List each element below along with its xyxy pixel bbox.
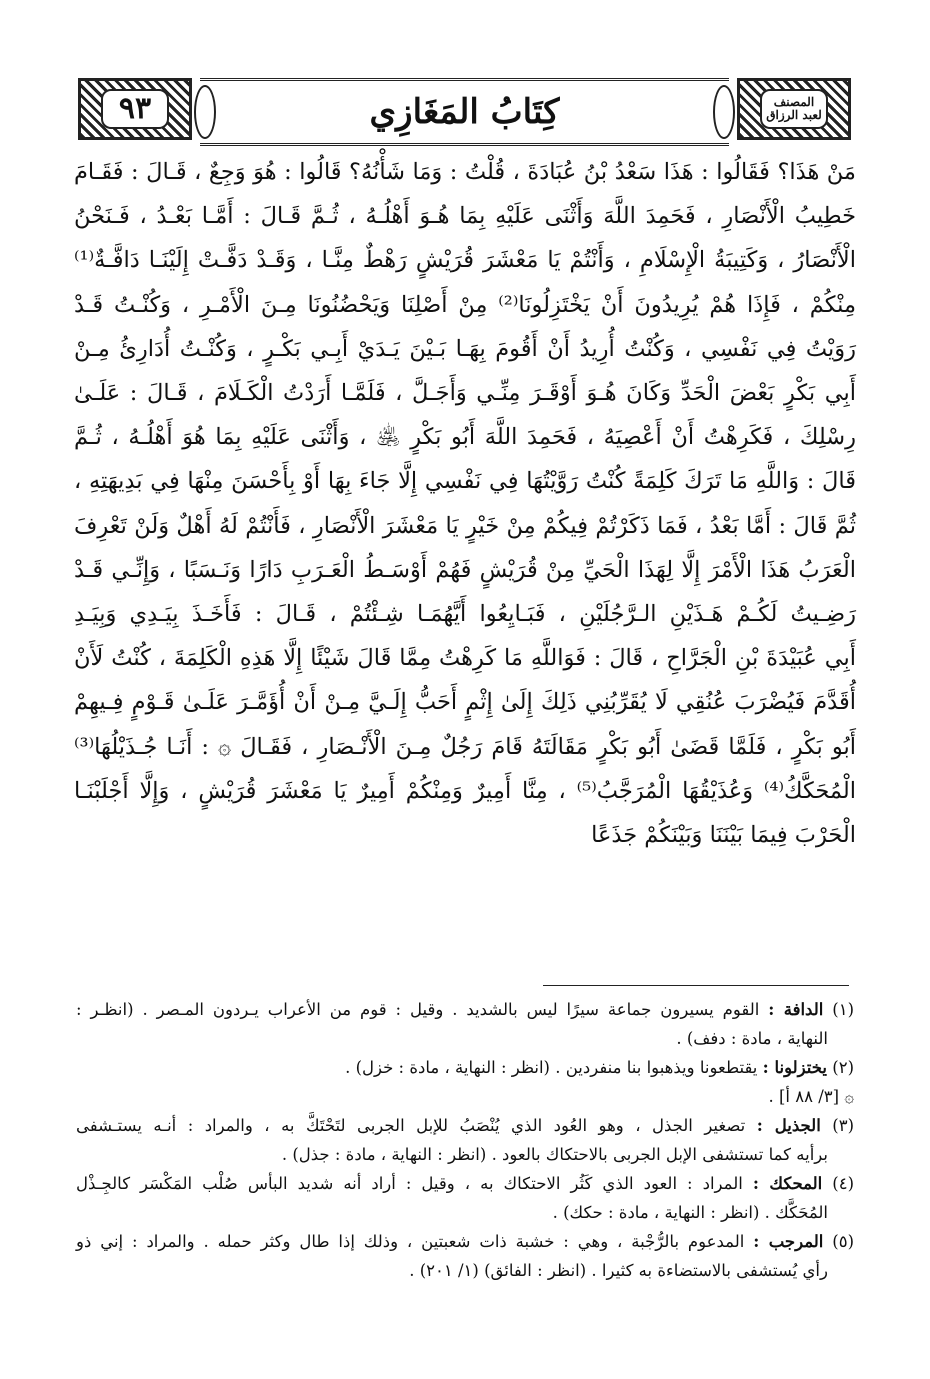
footnote-text: برأيه كما تستشفى الإبل الجربى بالاحتكاك بالعود . (انظر : النهاية ، مادة : جذل) . — [281, 1145, 828, 1164]
text-line: رَضِـيتُ لَكُـمْ هَـذَيْنِ الـرَّجُلَيْنِ ، فَبَـايِعُوا أَيَّهُمَـا شِـئْتُمْ ، قَـالَ : فَأَخَـذَ بِيَـدِي وَبِيَـدِ — [74, 601, 856, 628]
page-number-ornament — [78, 78, 192, 140]
text-line: خَطِيبُ الْأَنْصَارِ ، فَحَمِدَ اللَّهَ وَأَثْنَى عَلَيْهِ بِمَا هُـوَ أَهْلُـهُ ، ثُـمَّ قَـالَ : أَمَّـا بَعْـدُ ، فَـنَحْنُ — [74, 203, 856, 230]
footnote-number: (٢) — [832, 1058, 854, 1077]
footnote-number: (٤) — [832, 1174, 855, 1193]
footnote-text: يقتطعونا ويذهبوا بنا منفردين . (انظر : النهاية ، مادة : خزل) . — [345, 1058, 758, 1077]
text-line: الْعَرَبُ هَذَا الْأَمْرَ إِلَّا لِهَذَا الْحَيِّ مِنْ قُرَيْشٍ فَهُمْ أَوْسَـطُ الْعَـرَبِ دَارًا وَنَـسَبًا ، وَإِنِّـي قَـدْ — [74, 556, 856, 583]
footnote-text: المراد : العود الذي كَثُر الاحتكاك به ، وقيل : أراد أنه شديد البأس صُلْب المَكْسَر كالجِـذْل — [76, 1174, 743, 1193]
footnote-3-cont — [76, 1140, 854, 1169]
cartouche-cap-right — [713, 85, 735, 139]
footnote-1 — [76, 995, 854, 1024]
text-line: الْأَنْصَارُ ، وَكَتِيبَةُ الْإِسْلَامِ ، وَأَنْتُمْ يَا مَعْشَرَ قُرَيْشٍ رَهْطٌ مِنَّـا ، وَقَـدْ دَفَّـتْ إِلَيْنَـا دَافَّـةٌ⁽¹⁾ — [74, 247, 856, 274]
footnotes — [76, 995, 854, 1285]
footnote-4 — [76, 1169, 854, 1198]
seal-ornament — [737, 78, 851, 140]
footnote-text: تصغير الجذل ، وهو العُود الذي يُنْصَبُ للإبل الجربى لتَحْتَكَّ به ، والمراد : أنـه يستـشفى — [76, 1116, 746, 1135]
footnote-2 — [76, 1053, 854, 1082]
seal-badge — [760, 89, 828, 129]
text-line: ثُمَّ قَالَ : أَمَّا بَعْدُ ، فَمَا ذَكَرْتُمْ فِيكُمْ مِنْ خَيْرٍ يَا مَعْشَرَ الْأَنْصَارِ ، فَأَنْتُمْ لَهُ أَهْلٌ وَلَنْ تَعْرِفَ — [74, 512, 856, 539]
footnote-text: المُحَكَّك . (انظر : النهاية ، مادة : حكك) . — [552, 1203, 828, 1222]
footnote-5-cont — [76, 1256, 854, 1285]
footnote-number: (١) — [832, 1000, 854, 1019]
book-title: كِتَابُ المَغَازِي — [369, 92, 560, 132]
footnote-separator — [543, 985, 849, 986]
text-line: أُقَدَّمَ فَيُضْرَبَ عُنُقِي لَا يُقَرِّبُنِي ذَلِكَ إِلَىٰ إِثْمٍ أَحَبُّ إِلَـيَّ مِـنْ أَنْ أُؤَمَّـرَ عَلَـىٰ قَـوْمٍ فِـيهِمْ — [74, 689, 856, 716]
text-line: أَبِي عُبَيْدَةَ بْنِ الْجَرَّاحِ ، قَالَ : فَوَاللَّهِ مَا كَرِهْتُ مِمَّا قَالَ شَيْئًا إِلَّا هَذِهِ الْكَلِمَةَ ، كُنْتُ لَأَنْ — [74, 645, 856, 672]
text-line: أَبُو بَكْرٍ ، فَلَمَّا قَضَىٰ أَبُو بَكْرٍ مَقَالَتَهُ قَامَ رَجُلٌ مِـنَ الْأَنْـصَارِ ، فَقَـالَ ۞ : أَنَـا جُـذَيْلُهَا⁽³⁾ — [74, 733, 856, 760]
footnote-term: يختزلونا : — [762, 1058, 827, 1077]
footnote-text: رأي يُستشفى بالاستضاءة به كثيرا . (انظر : الفائق) (١/ ٢٠١) . — [409, 1261, 828, 1280]
footnote-number: (٥) — [832, 1232, 854, 1251]
text-line: مَنْ هَذَا؟ فَقَالُوا : هَذَا سَعْدُ بْنُ عُبَادَةَ ، قُلْتُ : وَمَا شَأْنُهُ؟ قَالُوا : هُوَ وَجِعٌ ، قَـالَ : فَقَـامَ — [74, 159, 856, 185]
main-text — [74, 150, 856, 857]
text-line: مِنْكُمْ ، فَإِذَا هُمْ يُرِيدُونَ أَنْ يَخْتَزِلُونَا⁽²⁾ مِنْ أَصْلِنَا وَيَحْضُنُونَا مِـنَ الْأَمْـرِ ، وَكُنْـتُ قَـدْ — [74, 291, 856, 318]
footnote-text: النهاية ، مادة : دفف) . — [676, 1029, 828, 1048]
footnote-text: ۞ [٣/ ٨٨ أ] . — [768, 1087, 854, 1106]
page-number: ٩٣ — [118, 91, 152, 126]
cartouche-cap-left — [194, 85, 216, 139]
text-line: الْمُحَكَّكُ⁽⁴⁾ وَعُذَيْقُهَا الْمُرَجَّبُ⁽⁵⁾ ، مِنَّا أَمِيرٌ وَمِنْكُمْ أَمِيرٌ يَا مَعْشَرَ قُرَيْشٍ ، وَإِلَّا أَجْلَبْنَـا — [74, 777, 857, 804]
footnote-term: الدافة : — [768, 1000, 824, 1019]
footnote-text: المدعوم بالرُّجْبة ، وهي : خشبة ذات شعبتين ، وذلك إذا طال وكثر حمله . والمراد : إني ذو — [76, 1232, 745, 1251]
footnote-text: القوم يسيرون جماعة سيرًا ليس بالشديد . وقيل : قوم من الأعراب يـردون المـصر . (انظـر : — [76, 1000, 760, 1019]
text-line: رَوَيْتُ فِي نَفْسِي ، وَكُنْتُ أُرِيدُ أَنْ أَقُومَ بِهَـا بَـيْنَ يَـدَيْ أَبِـي بَكْـرٍ ، وَكُنْـتُ أُدَارِئُ مِـنْ — [74, 335, 856, 362]
footnote-number: (٣) — [832, 1116, 854, 1135]
page-number-box — [101, 89, 169, 129]
footnote-5 — [76, 1227, 854, 1256]
text-line: أَبِي بَكْرٍ بَعْضَ الْحَدِّ وَكَانَ هُـوَ أَوْقَـرَ مِنِّـي وَأَجَـلَّ ، فَلَمَّـا أَرَدْتُ الْكَـلَامَ ، قَـالَ : عَلَـىٰ — [74, 380, 856, 407]
footnote-term: الجذيل : — [756, 1116, 821, 1135]
footnote-4-cont — [76, 1198, 854, 1227]
footnote-term: المرجب : — [753, 1232, 824, 1251]
footnote-term: المحكك : — [752, 1174, 823, 1193]
title-cartouche — [200, 78, 729, 146]
text-line: رِسْلِكَ ، فَكَرِهْتُ أَنْ أَعْصِيَهُ ، فَحَمِدَ اللَّهَ أَبُو بَكْرٍ ﵁ ، وَأَثْنَى عَلَيْهِ بِمَا هُوَ أَهْلُـهُ ، ثُـمَّ — [74, 424, 856, 451]
footnote-3 — [76, 1111, 854, 1140]
seal-line1: المصنف — [773, 94, 815, 109]
page-header — [78, 78, 851, 140]
seal-line2: لعبد الرزاق — [766, 108, 822, 122]
footnote-1-cont — [76, 1024, 854, 1053]
text-line: قَالَ : وَاللَّهِ مَا تَرَكَ كَلِمَةً كُنْتُ رَوَّيْتُهَا فِي نَفْسِي إِلَّا جَاءَ بِهَا أَوْ بِأَحْسَنَ مِنْهَا فِي بَدِيهَتِهِ ، — [74, 468, 856, 495]
manuscript-folio — [76, 1082, 854, 1111]
text-line: الْحَرْبَ فِيمَا بَيْنَنَا وَبَيْنَكُمْ جَذَعًا — [591, 822, 856, 849]
